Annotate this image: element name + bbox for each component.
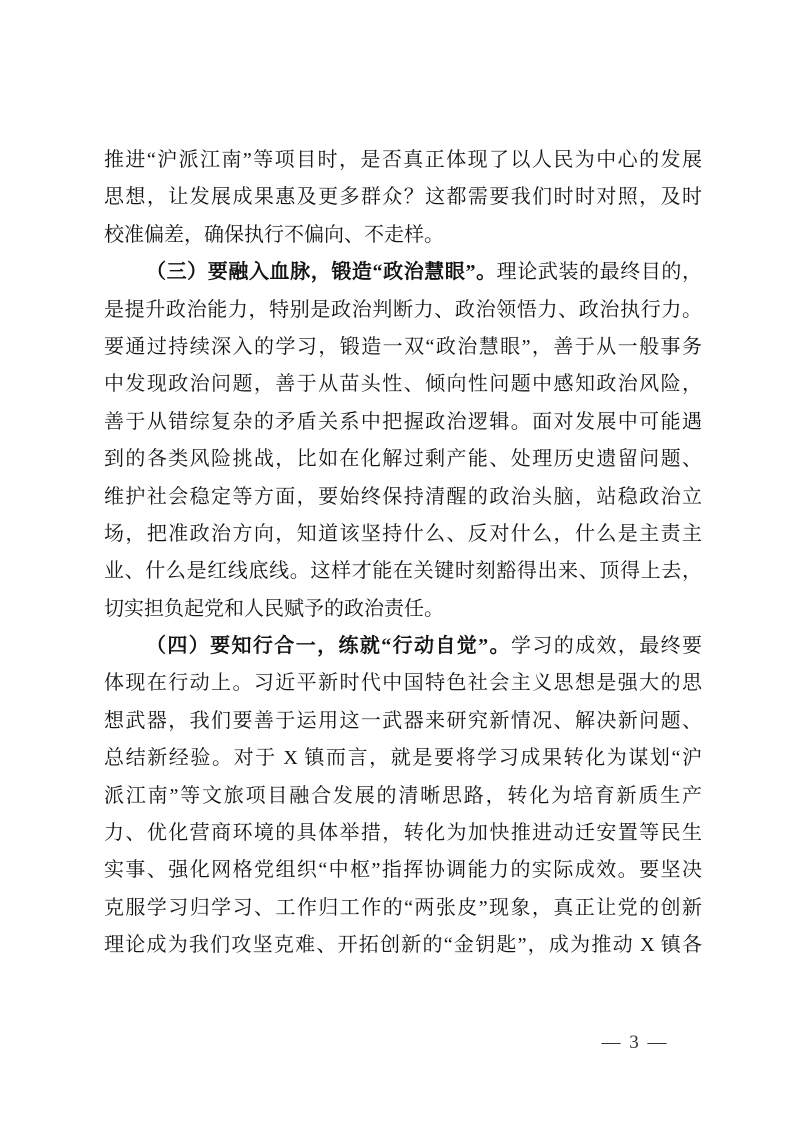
text-line (104, 703, 702, 740)
line-text: 切实担负起党和人民赋予的政治责任。 (104, 597, 444, 620)
line-text: 场，把准政治方向，知道该坚持什么、反对什么，什么是主责主 (104, 522, 702, 545)
text-line (104, 254, 702, 291)
text-line (104, 292, 702, 329)
text-line (104, 516, 702, 553)
text-line (104, 441, 702, 478)
line-text: 克服学习归学习、工作归工作的“两张皮”现象，真正让党的创新 (104, 896, 702, 919)
text-line (104, 553, 702, 590)
line-text: 派江南”等文旅项目融合发展的清晰思路，转化为培育新质生产 (104, 784, 702, 807)
text-line (104, 179, 702, 216)
line-text: 想武器，我们要善于运用这一武器来研究新情况、解决新问题、 (104, 709, 702, 732)
text-line (104, 665, 702, 702)
line-text: 是提升政治能力，特别是政治判断力、政治领悟力、政治执行力。 (104, 298, 702, 321)
text-line (104, 366, 702, 403)
text-line (104, 591, 702, 628)
line-text: 实事、强化网格党组织“中枢”指挥协调能力的实际成效。要坚决 (104, 859, 702, 882)
line-text: 业、什么是红线底线。这样才能在关键时刻豁得出来、顶得上去， (104, 560, 702, 583)
text-line (104, 404, 702, 441)
line-text: 理论武装的最终目的， (496, 261, 703, 284)
line-text: 校准偏差，确保执行不偏向、不走样。 (104, 223, 444, 246)
paragraph-heading: （三）要融入血脉，锻造“政治慧眼”。 (146, 261, 497, 284)
text-line (104, 815, 702, 852)
text-line (104, 852, 702, 889)
text-line (104, 479, 702, 516)
line-text: 思想，让发展成果惠及更多群众？这都需要我们时时对照，及时 (104, 186, 702, 209)
text-line (104, 927, 702, 964)
line-text: 总结新经验。对于 X 镇而言，就是要将学习成果转化为谋划“沪 (104, 747, 702, 770)
line-text: 理论成为我们攻坚克难、开拓创新的“金钥匙”，成为推动 X 镇各 (104, 934, 702, 957)
line-text: 推进“沪派江南”等项目时，是否真正体现了以人民为中心的发展 (104, 149, 702, 171)
line-text: 要通过持续深入的学习，锻造一双“政治慧眼”，善于从一般事务 (104, 335, 702, 358)
line-text: 善于从错综复杂的矛盾关系中把握政治逻辑。面对发展中可能遇 (104, 410, 702, 433)
paragraph-heading: （四）要知行合一，练就“行动自觉”。 (146, 635, 511, 658)
page-number: — 3 — (601, 1032, 669, 1053)
line-text: 中发现政治问题，善于从苗头性、倾向性问题中感知政治风险， (104, 373, 702, 396)
line-text: 到的各类风险挑战，比如在化解过剩产能、处理历史遗留问题、 (104, 448, 702, 471)
text-line (104, 142, 702, 179)
text-line (104, 890, 702, 927)
line-text: 力、优化营商环境的具体举措，转化为加快推进动迁安置等民生 (104, 822, 702, 845)
text-line (104, 329, 702, 366)
text-line (104, 217, 702, 254)
line-text: 学习的成效，最终要 (510, 635, 703, 658)
line-text: 体现在行动上。习近平新时代中国特色社会主义思想是强大的思 (104, 672, 702, 695)
text-line (104, 740, 702, 777)
text-line (104, 778, 702, 815)
text-line (104, 628, 702, 665)
line-text: 维护社会稳定等方面，要始终保持清醒的政治头脑，站稳政治立 (104, 485, 702, 508)
document-body (104, 142, 702, 965)
